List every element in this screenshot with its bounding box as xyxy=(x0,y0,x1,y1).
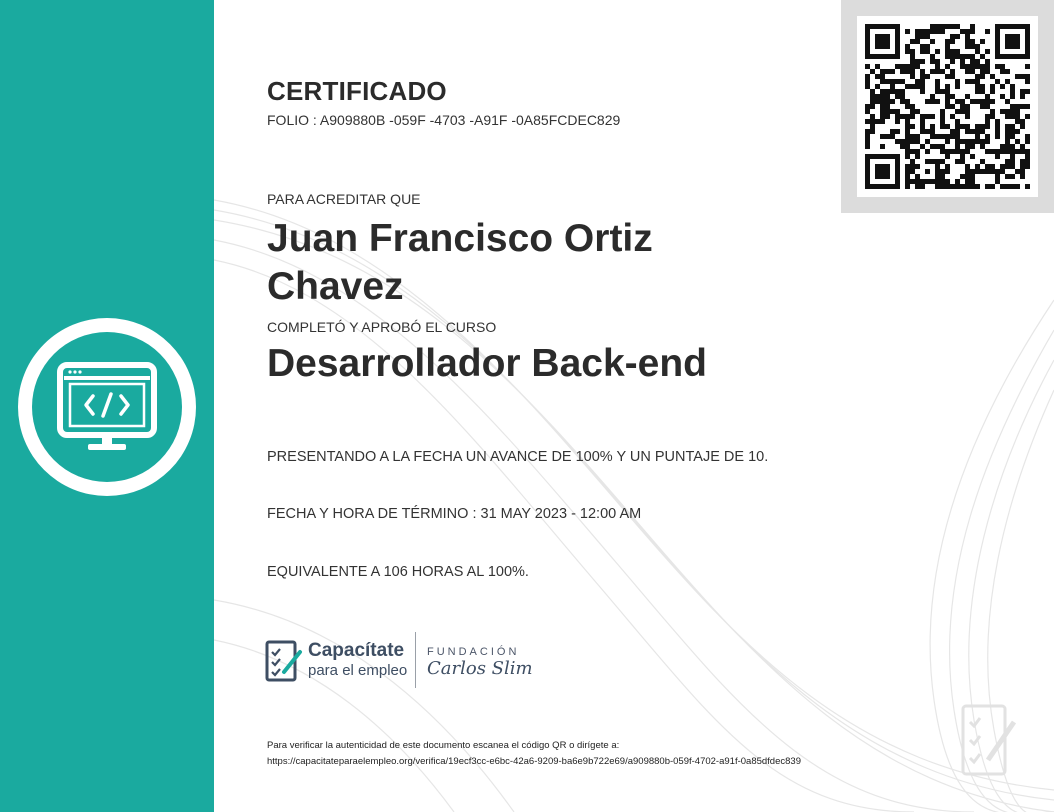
qr-code-icon xyxy=(865,24,1030,189)
emblem-circle xyxy=(18,318,196,496)
folio-number: FOLIO : A909880B -059F -4703 -A91F -0A85FCDEC829 xyxy=(267,112,621,128)
capacitate-subtitle: para el empleo xyxy=(308,662,408,679)
course-intro: COMPLETÓ Y APROBÓ EL CURSO xyxy=(267,319,497,335)
accredit-intro: PARA ACREDITAR QUE xyxy=(267,191,421,207)
capacitate-logo xyxy=(264,636,424,688)
fundacion-label: FUNDACIÓN xyxy=(427,646,520,658)
verification-text: Para verificar la autenticidad de este documento escanea el código QR o dirígete a: xyxy=(267,740,620,751)
verification-url[interactable]: https://capacitateparaelempleo.org/verifica/19ecf3cc-e6bc-42a6-9209-ba6e9b722e69/a909880b-059f-4702-a91f-0a85dfdec839 xyxy=(267,756,801,767)
hours-equivalent: EQUIVALENTE A 106 HORAS AL 100%. xyxy=(267,564,529,580)
progress-statement: PRESENTANDO A LA FECHA UN AVANCE DE 100% Y UN PUNTAJE DE 10. xyxy=(267,449,769,465)
course-name: Desarrollador Back-end xyxy=(267,342,707,385)
computer-code-icon xyxy=(18,318,196,496)
qr-code-frame xyxy=(841,0,1054,213)
logo-divider xyxy=(415,632,416,688)
carlos-slim-logo: Carlos Slim xyxy=(427,658,533,679)
checklist-icon xyxy=(958,700,1018,780)
certificate-title: CERTIFICADO xyxy=(267,76,447,106)
completion-date: FECHA Y HORA DE TÉRMINO : 31 MAY 2023 - 12:00 AM xyxy=(267,506,642,522)
recipient-name: Juan Francisco Ortiz Chavez xyxy=(267,217,653,308)
teal-sidebar xyxy=(0,0,214,812)
capacitate-title: Capacítate xyxy=(308,640,405,661)
qr-code-area xyxy=(857,16,1038,197)
capacitate-checklist-icon xyxy=(264,638,304,684)
